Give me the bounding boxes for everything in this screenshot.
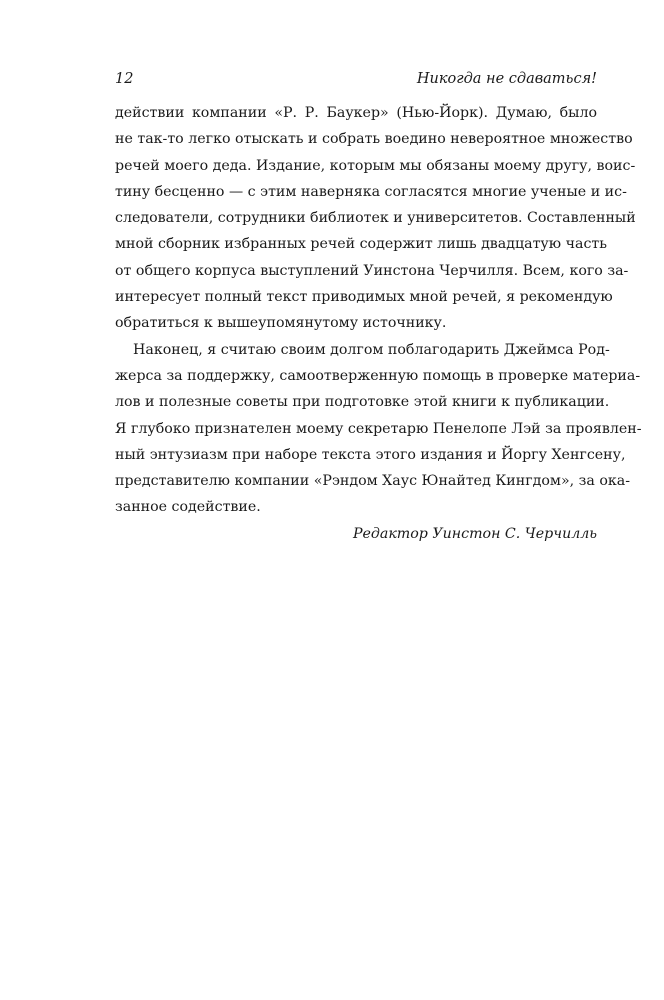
signature: Редактор Уинстон С. Черчилль [352,525,597,542]
text-line: мной сборник избранных речей содержит лишь двадцатую часть [115,236,607,253]
text-line: тину бесценно — с этим наверняка согласятся многие ученые и ис- [115,183,627,200]
running-title: Никогда не сдаваться! [416,71,597,87]
text-line: представителю компании «Рэндом Хаус Юнайтед Кингдом», за ока- [115,473,631,490]
text-line: жерса за поддержку, самоотверженную помощь в проверке материа- [115,367,641,384]
text-line: речей моего деда. Издание, которым мы обязаны моему другу, воис- [115,157,636,174]
paragraph-1 [115,100,636,337]
text-line: следователи, сотрудники библиотек и университетов. Составленный [115,210,636,227]
text-line: ный энтузиазм при наборе текста этого издания и Йоргу Хенгсену, [115,446,626,463]
text-line: Я глубоко признателен моему секретарю Пенелопе Лэй за проявлен- [115,420,642,437]
text-line: от общего корпуса выступлений Уинстона Черчилля. Всем, кого за- [115,262,629,279]
text-line: интересует полный текст приводимых мной речей, я рекомендую [115,289,613,306]
text-line: действии компании «Р. Р. Баукер» (Нью-Йорк). Думаю, было [115,105,597,121]
page-header [115,68,597,90]
body-text [115,100,642,547]
text-line: Наконец, я считаю своим долгом поблагодарить Джеймса Род- [133,341,610,358]
text-line: обратиться к вышеупомянутому источнику. [115,315,447,332]
page-number: 12 [115,71,134,87]
text-line: лов и полезные советы при подготовке этой книги к публикации. [115,394,610,411]
text-line: не так-то легко отыскать и собрать воедино невероятное множество [115,131,633,148]
text-line: занное содействие. [115,499,261,516]
paragraph-2 [115,337,642,521]
